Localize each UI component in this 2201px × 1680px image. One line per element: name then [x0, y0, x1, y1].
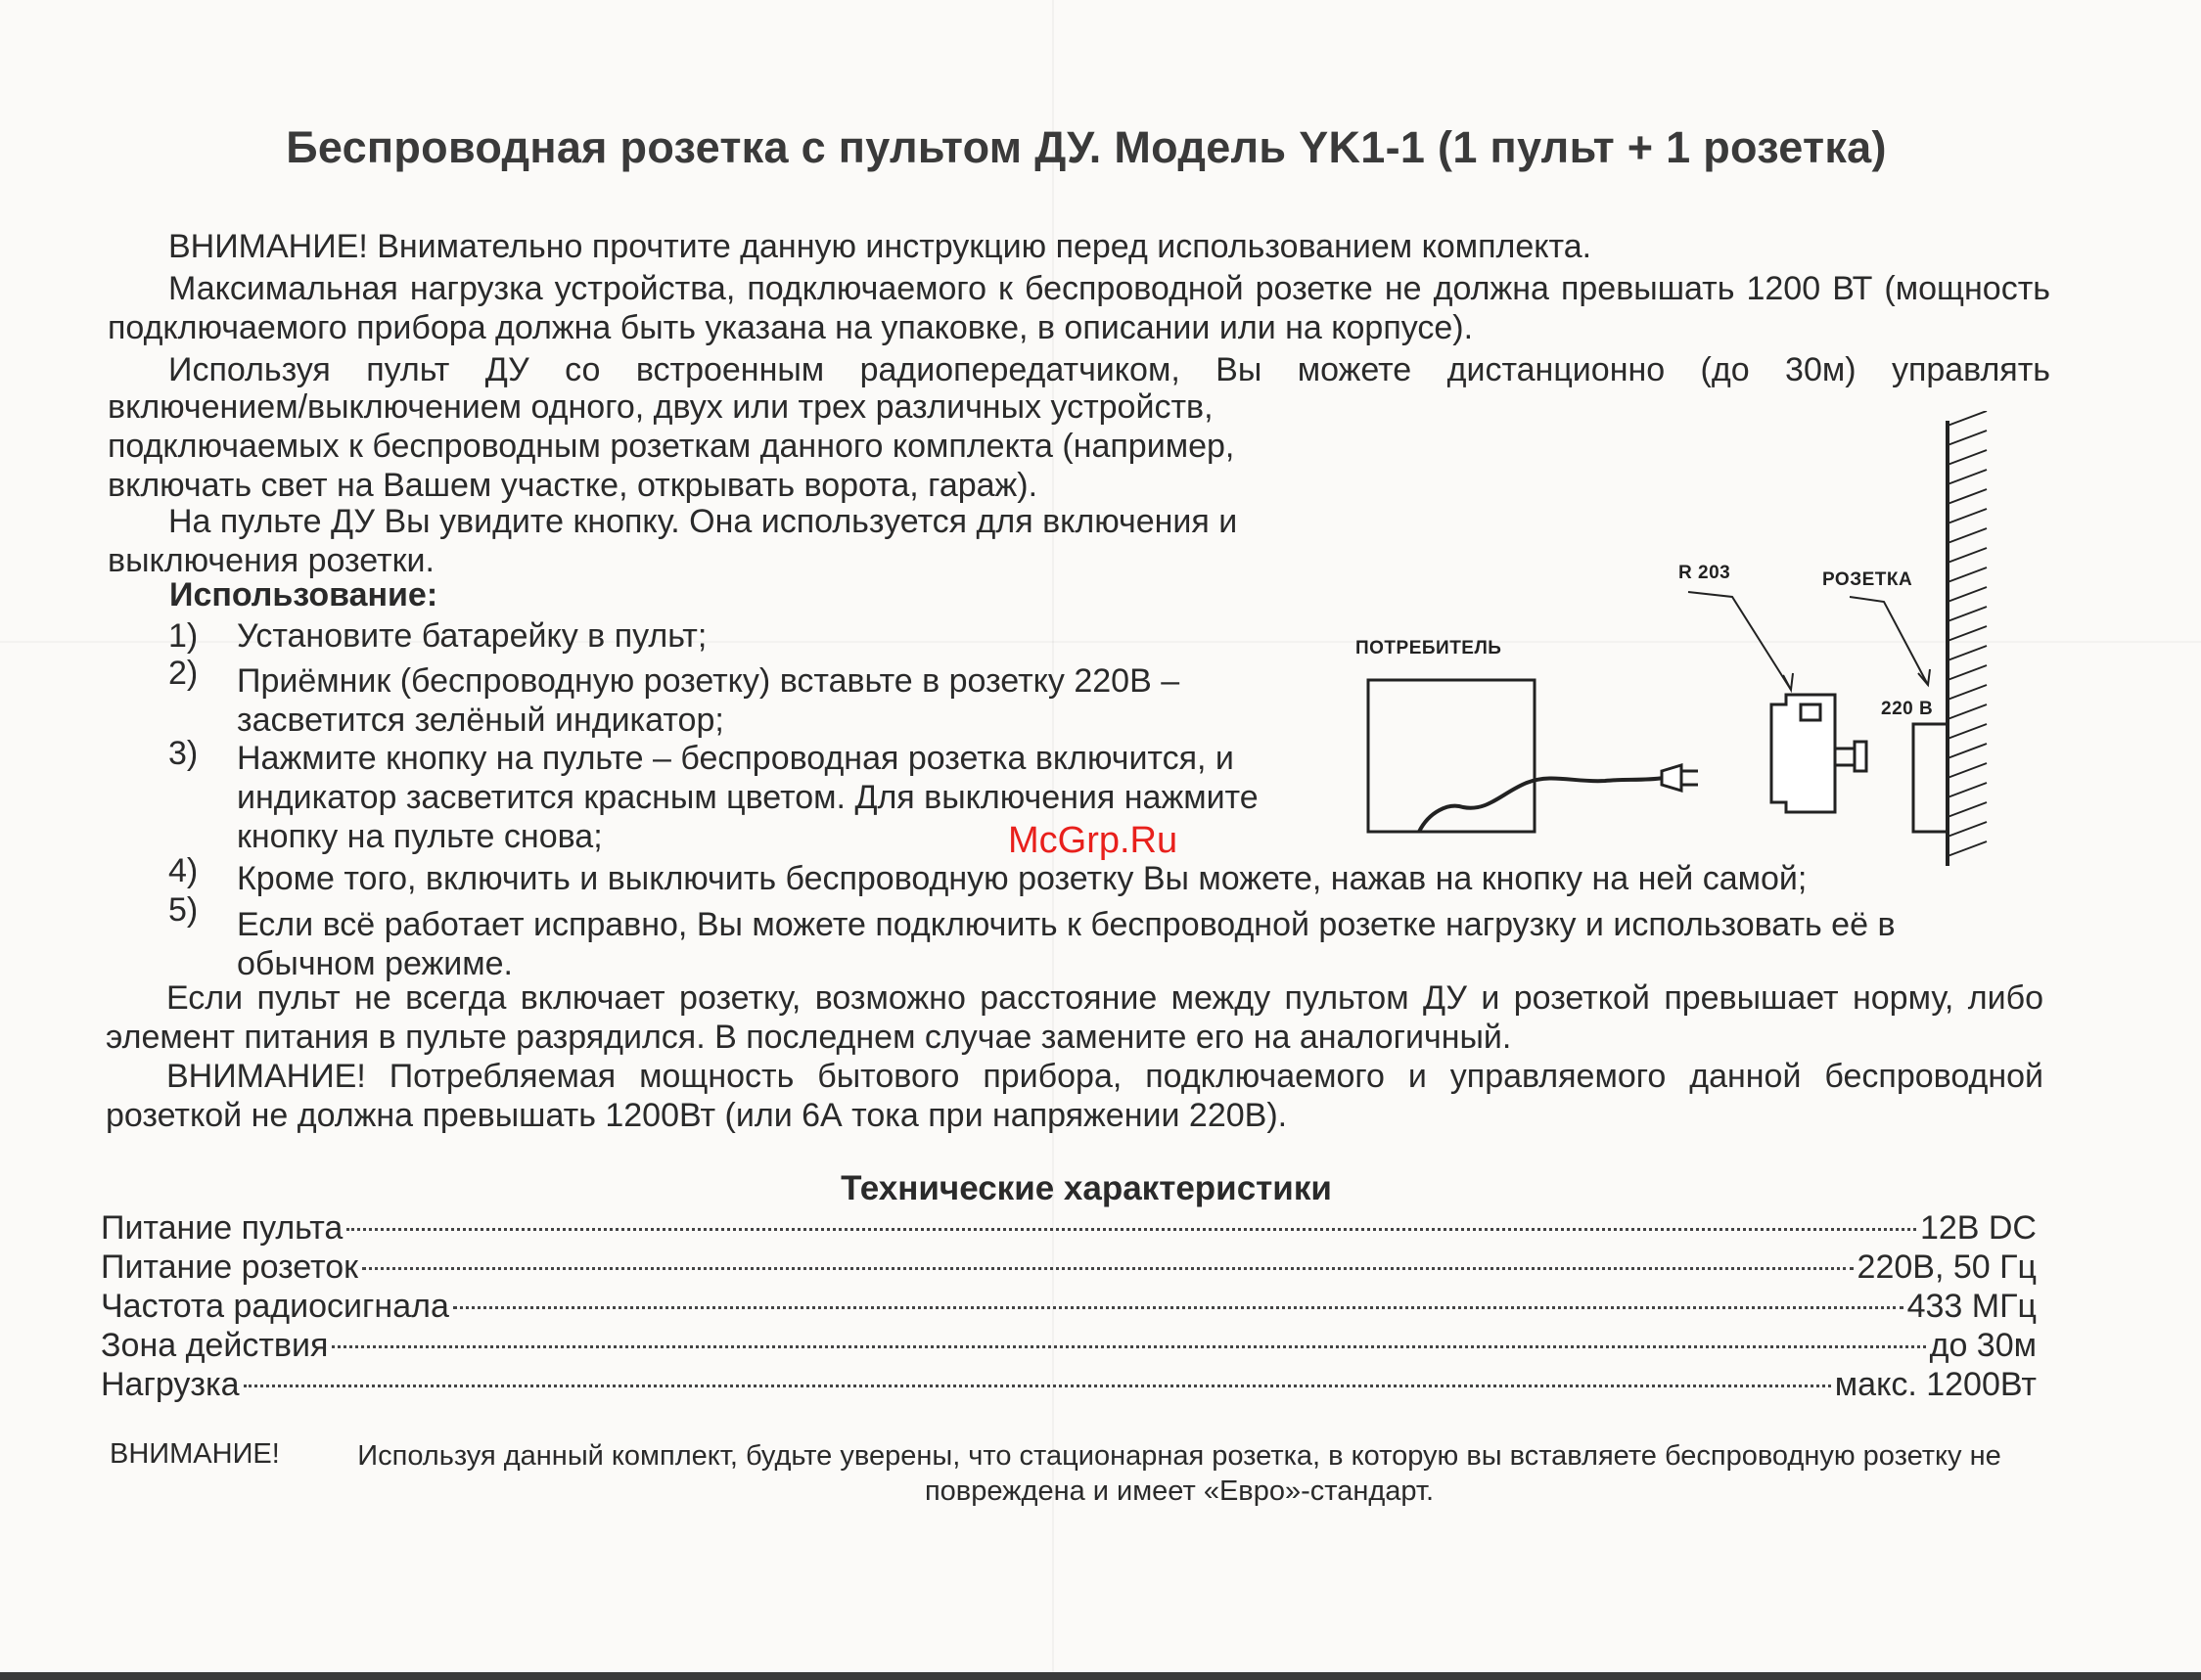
cable [1419, 778, 1664, 832]
watermark: McGrp.Ru [1008, 820, 1178, 861]
spec-value: 12В DC [1919, 1209, 2037, 1247]
spec-row [101, 1326, 2037, 1365]
dot-leader [244, 1385, 1831, 1387]
spec-name: Зона действия [101, 1327, 329, 1364]
plug [1662, 765, 1698, 791]
button-paragraph: На пульте ДУ Вы увидите кнопку. Она используется для включения и выключения розетки. [108, 503, 1238, 579]
usage-item-number: 5) [168, 891, 199, 929]
page-title: Беспроводная розетка с пультом ДУ. Модель YK1-1 (1 пульт + 1 розетка) [286, 122, 1887, 172]
footer-warning-text: Используя данный комплект, будьте уверены, что стационарная розетка, в которую вы вставляете беспроводную розетку не повреждена и имеет «Евро»-стандарт. [357, 1440, 2001, 1507]
spec-row [101, 1287, 2037, 1326]
dot-leader [453, 1306, 1903, 1309]
spec-row [101, 1365, 2037, 1404]
connection-diagram [1341, 411, 2006, 871]
usage-item-text: Приёмник (беспроводную розетку) вставьте в розетку 220В – засветится зелёный индикатор; [237, 662, 1180, 739]
label-arrows [1688, 592, 1930, 690]
max-load-paragraph: Максимальная нагрузка устройства, подключаемого к беспроводной розетке не должна превышать 1200 ВТ (мощность подключаемого прибора должна быть указана на упаковке, в описании или на корпусе). [108, 270, 2050, 346]
spec-name: Частота радиосигнала [101, 1288, 449, 1325]
spec-value: 220В, 50 Гц [1857, 1249, 2037, 1286]
dot-leader [332, 1345, 1925, 1348]
warning-paragraph: ВНИМАНИЕ! Внимательно прочтите данную инструкцию перед использованием комплекта. [168, 228, 1592, 265]
usage-item-text: Нажмите кнопку на пульте – беспроводная розетка включится, и индикатор засветится красным цветом. Для выключения нажмите кнопку на пульте снова; [237, 740, 1259, 855]
tech-specs-title: Технические характеристики [841, 1169, 1332, 1207]
power-warning-paragraph: ВНИМАНИЕ! Потребляемая мощность бытового прибора, подключаемого и управляемого данной беспроводной розеткой не должна превышать 1200Вт (или 6А тока при напряжении 220В). [106, 1058, 2043, 1134]
dot-leader [362, 1267, 1853, 1270]
wall-socket [1913, 724, 1948, 832]
spec-value: 433 МГц [1906, 1288, 2037, 1325]
remote-paragraph-rest: включением/выключением одного, двух или трех различных устройств, подключаемых к беспроводным розеткам данного комплекта (например, включать свет на Вашем участке, открывать ворота, гараж). [108, 388, 1235, 504]
wall-hatching [1948, 411, 1987, 856]
spec-row [101, 1208, 2037, 1248]
consumer-box [1368, 680, 1535, 832]
usage-item-text: Установите батарейку в пульт; [237, 617, 708, 655]
spec-name: Нагрузка [101, 1366, 240, 1403]
usage-item-number: 4) [168, 852, 199, 889]
usage-item-text: Кроме того, включить и выключить беспроводную розетку Вы можете, нажав на кнопку на ней самой; [237, 860, 1808, 897]
usage-item-number: 2) [168, 655, 199, 692]
scan-edge [0, 1672, 2201, 1680]
spec-name: Питание розеток [101, 1249, 359, 1286]
voltage-label: 220 В [1881, 699, 1934, 719]
footer-warning-label: ВНИМАНИЕ! [110, 1438, 280, 1470]
range-note-paragraph: Если пульт не всегда включает розетку, возможно расстояние между пультом ДУ и розеткой превышает норму, либо элемент питания в пульте разрядился. В последнем случае замените его на аналогичный. [106, 979, 2043, 1056]
remote-paragraph-first-line: Используя пульт ДУ со встроенным радиопередатчиком, Вы можете дистанционно (до 30м) управлять [168, 351, 2050, 388]
usage-heading: Использование: [169, 576, 438, 613]
receiver-label: R 203 [1678, 563, 1731, 583]
usage-item-number: 1) [168, 617, 199, 655]
spec-value: макс. 1200Вт [1834, 1366, 2037, 1403]
usage-item-text: Если всё работает исправно, Вы можете подключить к беспроводной розетке нагрузку и использовать её в обычном режиме. [237, 906, 1896, 982]
spec-row [101, 1248, 2037, 1287]
spec-value: до 30м [1929, 1327, 2037, 1364]
usage-item-number: 3) [168, 735, 199, 772]
dot-leader [346, 1228, 1916, 1231]
consumer-label: ПОТРЕБИТЕЛЬ [1355, 638, 1502, 658]
socket-label: РОЗЕТКА [1822, 569, 1913, 590]
wireless-receiver [1771, 695, 1866, 812]
spec-name: Питание пульта [101, 1209, 344, 1247]
